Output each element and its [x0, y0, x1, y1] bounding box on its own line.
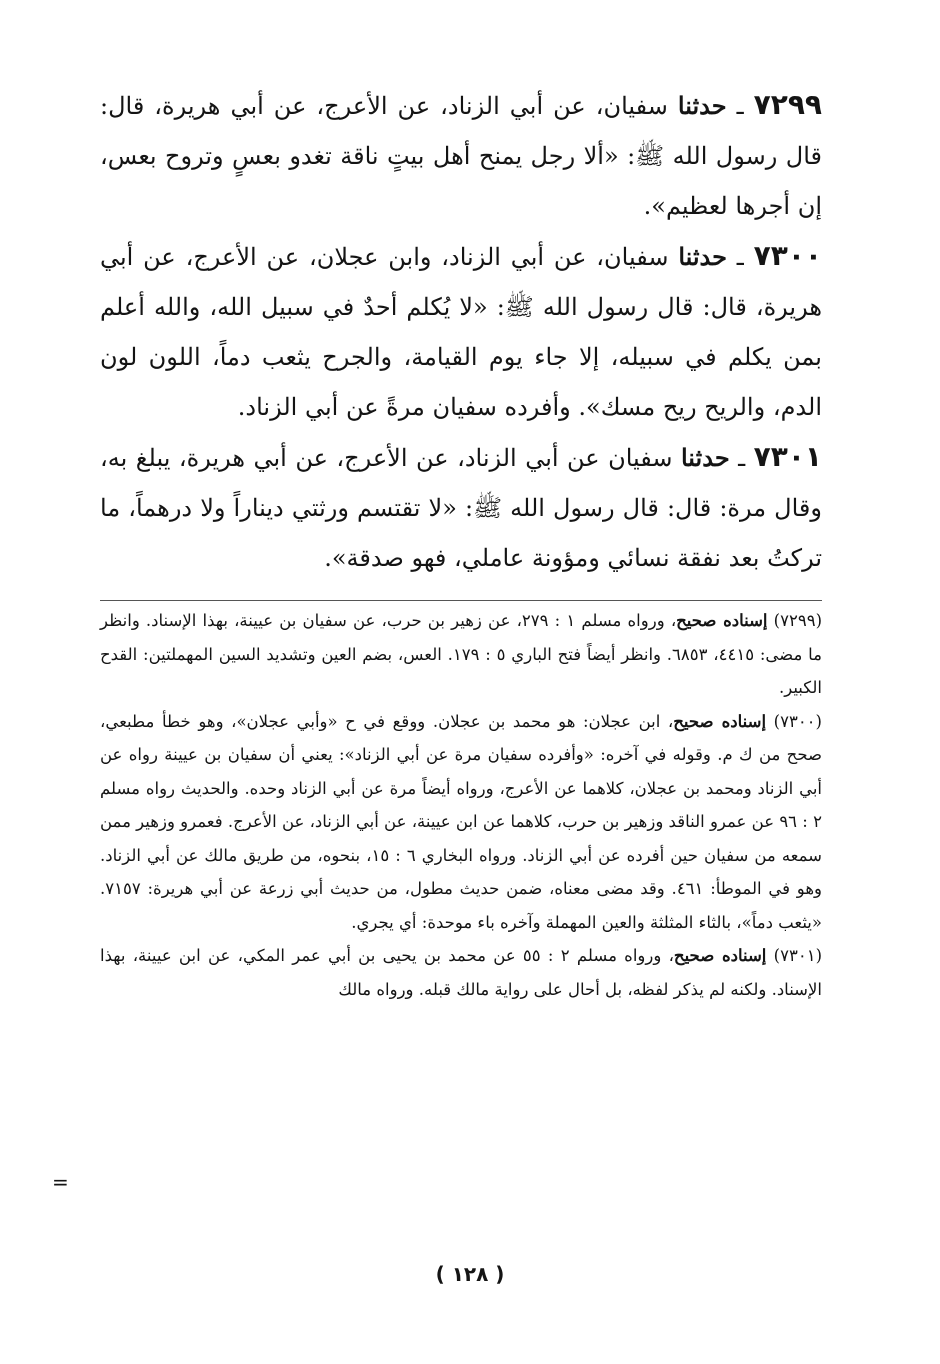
footnote-text: ، ابن عجلان: هو محمد بن عجلان. ووقع في ح «وأبي عجلان»، وهو خطأ مطبعي، صحح من ك م. وقوله في آخره: «وأفرده سفيان مرة عن أبي الزناد»: يعني أن سفيان بن عيينة رواه عن أبي الزناد ومحمد بن عجلان، كلاهما عن الأعرج، ورواه أيضاً مرة عن أبي الزناد وحده. والحديث رواه مسلم ٢ : ٩٦ عن عمرو الناقد وزهير بن حرب، كلاهما عن ابن عيينة، عن أبي الزناد، عن الأعرج. فعمرو وزهير ممن سمعه من سفيان حين أفرده عن أبي الزناد. ورواه البخاري ٦ : ١٥، بنحوه، من طريق مالك عن أبي الزناد. وهو في الموطأ: ٤٦١. وقد مضى معناه، ضمن حديث مطول، من حديث أبي زرعة عن أبي هريرة: ٧١٥٧. «يثعب دماً»، بالثاء المثلثة والعين المهملة وآخره باء موحدة: أي يجري. — [100, 711, 822, 932]
hadith-keyword: حدثنا — [677, 91, 727, 120]
hadith-number: ٧٣٠١ — [753, 440, 822, 473]
footnote-7301 — [100, 939, 822, 1006]
footnote-7300 — [100, 705, 822, 940]
footnote-ref: (٧٣٠١) — [773, 946, 822, 965]
footnote-text: ، ورواه مسلم ٢ : ٥٥ عن محمد بن يحيى بن أبي عمر المكي، عن ابن عيينة، بهذا الإسناد. ولكنه لم يذكر لفظه، بل أحال على رواية مالك قبله. ورواه مالك — [100, 946, 822, 999]
hadith-keyword: حدثنا — [678, 242, 727, 271]
continuation-mark: = — [52, 1170, 69, 1194]
hadith-7301 — [100, 432, 822, 583]
main-text — [100, 80, 822, 583]
hadith-text: سفيان، عن أبي الزناد، عن الأعرج، عن أبي هريرة، قال: قال رسول الله ﷺ: «ألا رجل يمنح أهل بيتٍ ناقة تغدو بعسٍ وتروح بعس، إن أجرها لعظيم». — [100, 92, 822, 220]
footnotes — [100, 604, 822, 1006]
footnote-divider — [100, 600, 822, 601]
hadith-7299 — [100, 80, 822, 231]
hadith-number: ٧٣٠٠ — [753, 239, 823, 272]
hadith-text: سفيان، عن أبي الزناد، وابن عجلان، عن الأعرج، عن أبي هريرة، قال: قال رسول الله ﷺ: «لا يُكلم أحدٌ في سبيل الله، والله أعلم بمن يكلم في سبيله، إلا جاء يوم القيامة، والجرح يثعب دماً، اللون لون الدم، والريح ريح مسك». وأفرده سفيان مرةً عن أبي الزناد. — [100, 243, 822, 421]
hadith-number: ٧٢٩٩ — [753, 88, 822, 121]
page-number: ( ١٢٨ ) — [435, 1262, 505, 1286]
footnote-ref: (٧٣٠٠) — [773, 711, 822, 731]
hadith-dash: ـ — [726, 243, 754, 271]
hadith-text: سفيان عن أبي الزناد، عن الأعرج، عن أبي هريرة، يبلغ به، وقال مرة: قال: قال رسول الله ﷺ: «لا تقتسم ورثتي ديناراً ولا درهماً، ما تركتُ بعد نفقة نسائي ومؤونة عاملي، فهو صدقة». — [100, 444, 822, 572]
hadith-keyword: حدثنا — [680, 443, 730, 472]
footnote-keyword: إسناده صحيح — [673, 946, 767, 965]
footnote-7299 — [100, 604, 822, 705]
footnote-keyword: إسناده صحيح — [676, 611, 768, 630]
hadith-7300 — [100, 231, 822, 432]
footnote-text: ، ورواه مسلم ١ : ٢٧٩، عن زهير بن حرب، عن سفيان بن عيينة، بهذا الإسناد. وانظر ما مضى: ٤٤١٥، ٦٨٥٣. وانظر أيضاً فتح الباري ٥ : ١٧٩. العس، بضم العين وتشديد السين المهملتين: القدح الكبير. — [100, 611, 822, 697]
hadith-dash: ـ — [726, 92, 754, 120]
hadith-dash: ـ — [729, 444, 754, 472]
footnote-ref: (٧٢٩٩) — [773, 611, 822, 630]
footnote-keyword: إسناده صحيح — [673, 711, 767, 731]
